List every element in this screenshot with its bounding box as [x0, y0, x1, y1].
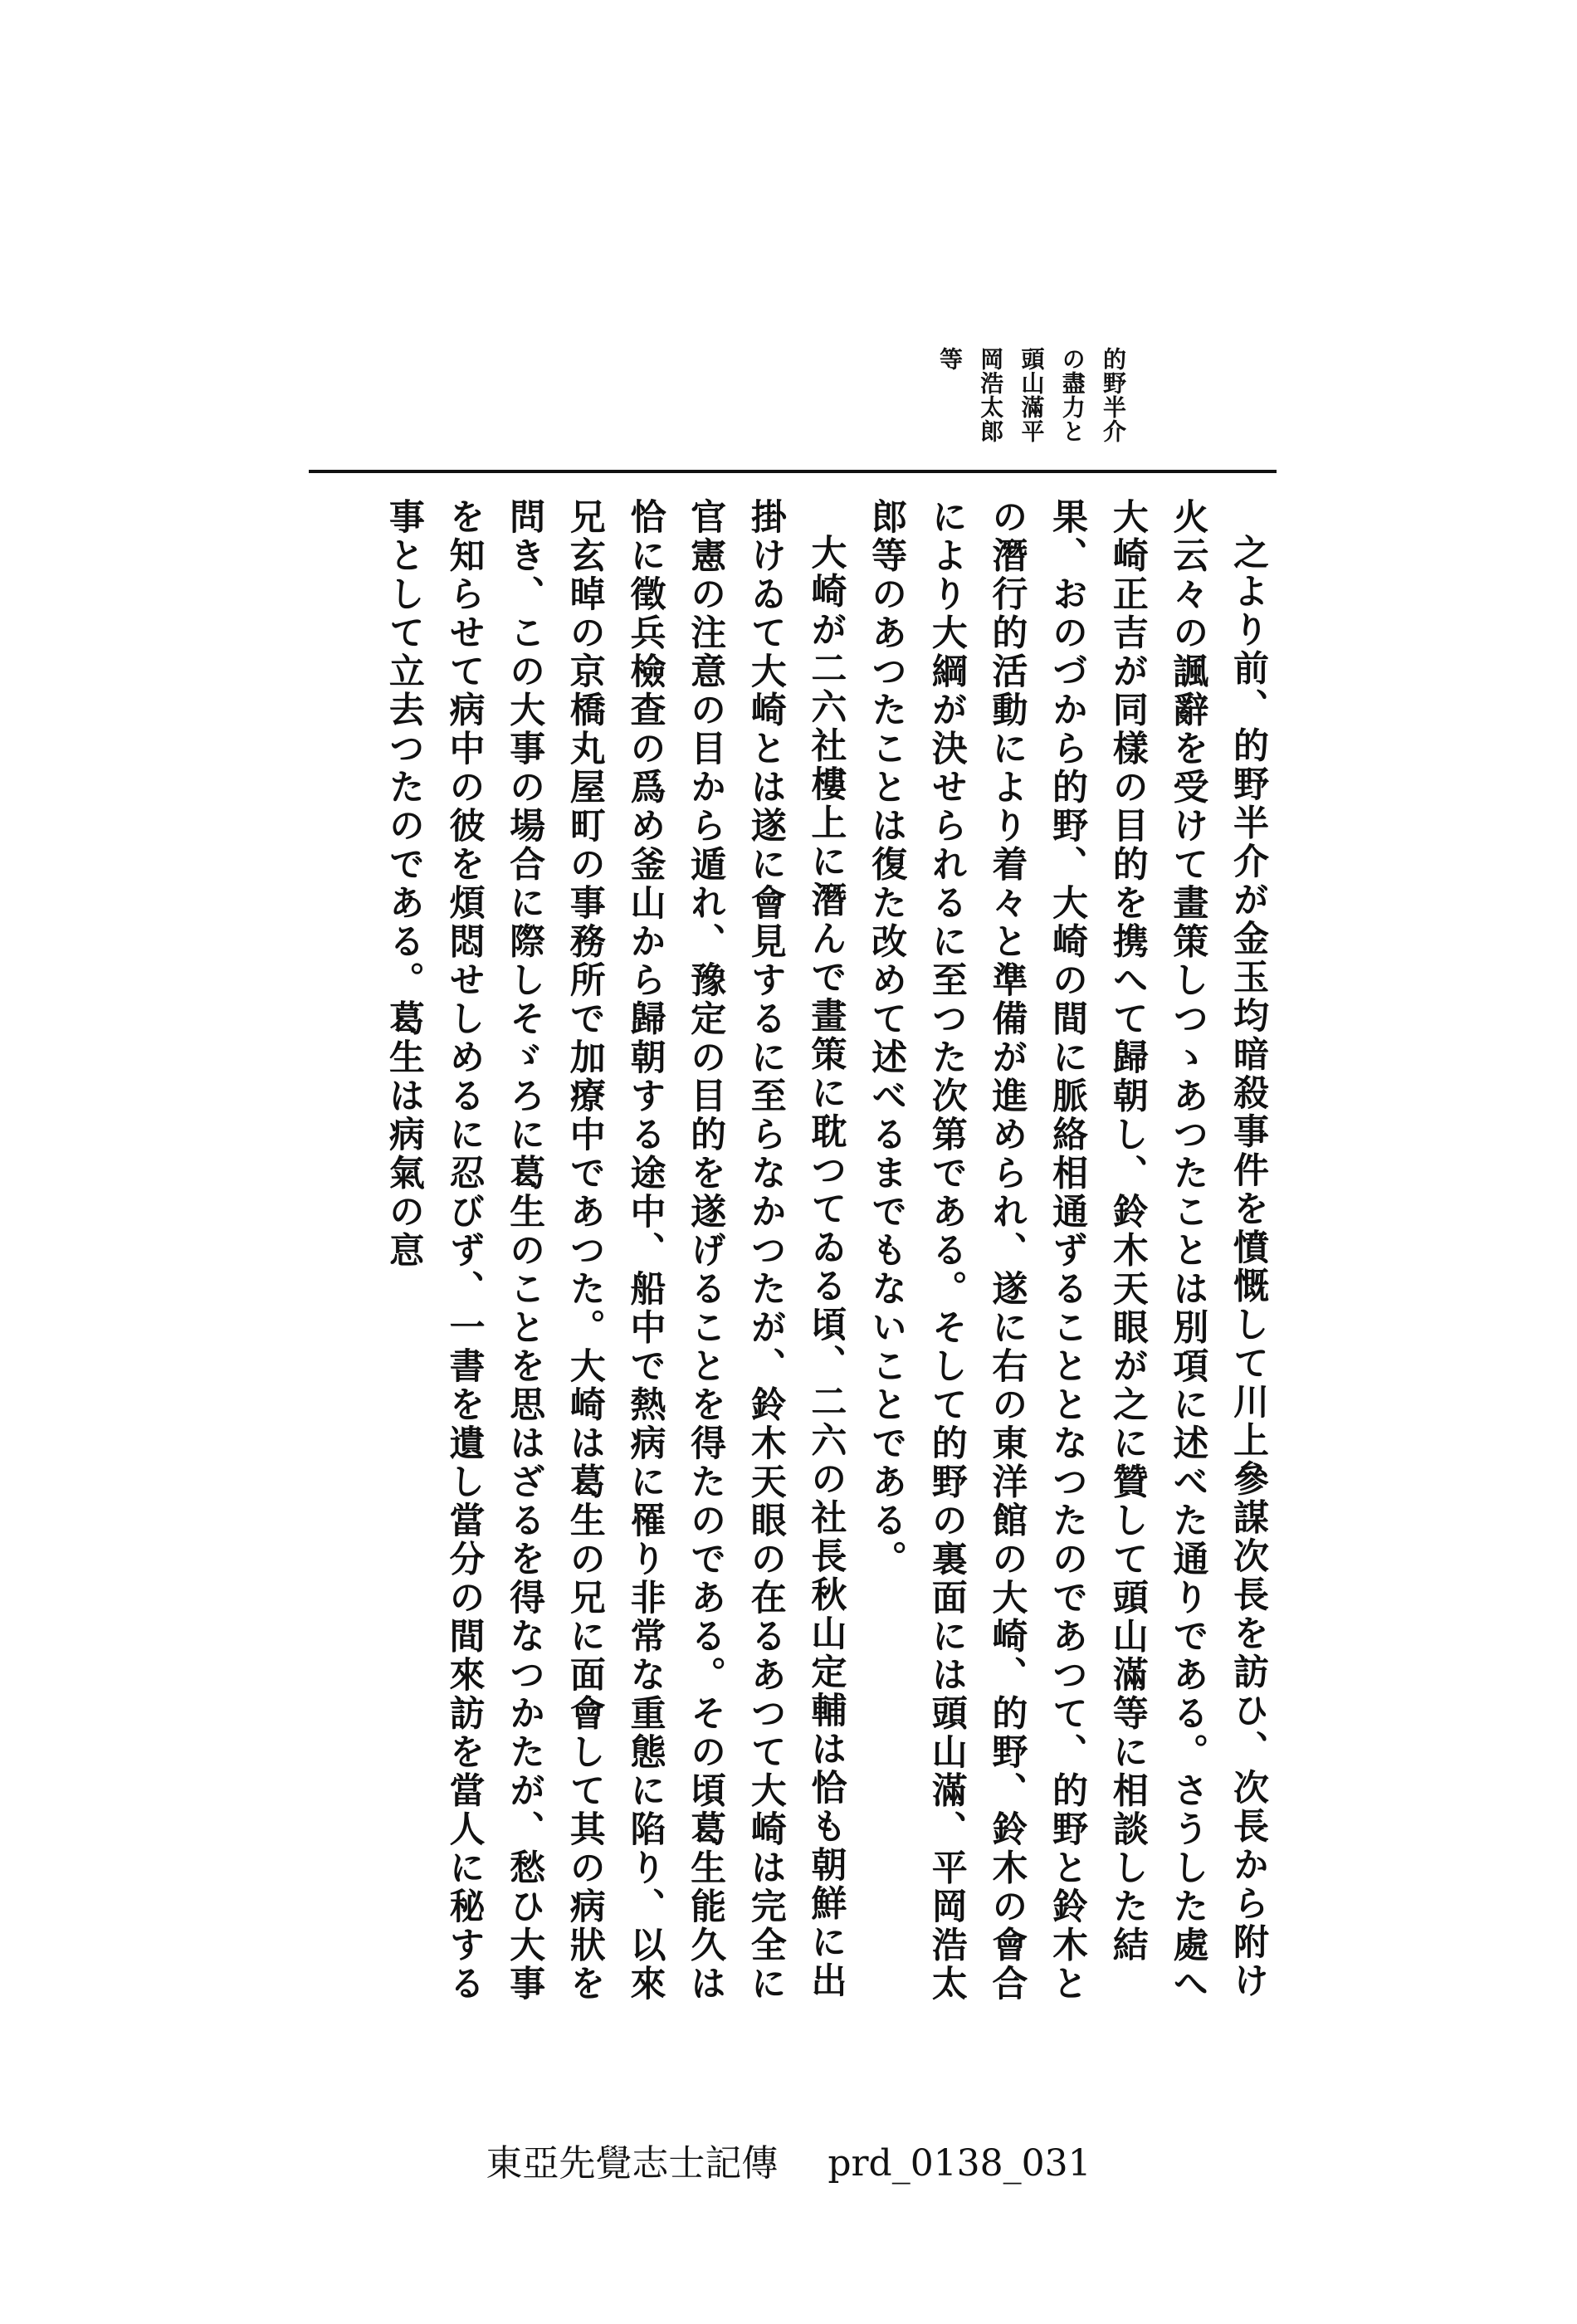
- side-heading-line: 岡浩太郎: [977, 347, 1005, 443]
- page-identifier: prd_0138_031: [828, 2142, 1091, 2185]
- paragraph: 之より前、的野半介が金玉均暗殺事件を憤慨して川上參謀次長を訪ひ、次長から附け火云々の諷辭を受けて畫策しつゝあつたことは別項に述べた通りである。さうした處へ大崎正吉が同樣の目的を携へて歸朝し、鈴木天眼が之に贊して頭山滿等に相談した結果、おのづから的野、大崎の間に脈絡相通ずることとなつたのであつて、的野と鈴木との潛行的活動により着々と準備が進められ、遂に右の東洋館の大崎、的野、鈴木の會合により大綱が決せられるに至つた次第である。そして的野の裏面には頭山滿、平岡浩太郎等のあつたことは復た改めて述べるまでもないことである。: [866, 498, 1269, 2004]
- paragraph: 大崎が二六社樓上に潛んで畫策に耽つてゐる頃、二六の社長秋山定輔は恰も朝鮮に出掛けゐて大崎とは遂に會見するに至らなかつたが、鈴木天眼の在るあつて大崎は完全に官憲の注意の目から遁れ、豫定の目的を遂げることを得たのである。その頃葛生能久は恰に徵兵檢查の爲め釜山から歸朝する途中、船中で熱病に罹り非常な重態に陷り、以來兄玄晫の京橋丸屋町の事務所で加療中であつた。大崎は葛生の兄に面會して其の病狀を問き、この大事の場合に際しそゞろに葛生のことを思はざるを得なつかたが、愁ひ大事を知らせて病中の彼を煩悶せしめるに忍びず、一書を遺し當分の間來訪を當人に秘する事として立去つたのである。葛生は病氣の恴: [383, 498, 847, 2004]
- page-footer: [0, 2133, 1577, 2186]
- book-title: 東亞先覺志士記傳: [486, 2142, 779, 2185]
- horizontal-rule: [309, 470, 1277, 473]
- side-heading-line: 的野半介: [1100, 347, 1127, 443]
- side-heading: [938, 347, 1125, 463]
- main-text: [305, 498, 1278, 2009]
- side-heading-line: 等: [936, 347, 964, 371]
- side-heading-line: の盡力と: [1058, 347, 1086, 443]
- side-heading-line: 頭山滿平: [1018, 347, 1046, 443]
